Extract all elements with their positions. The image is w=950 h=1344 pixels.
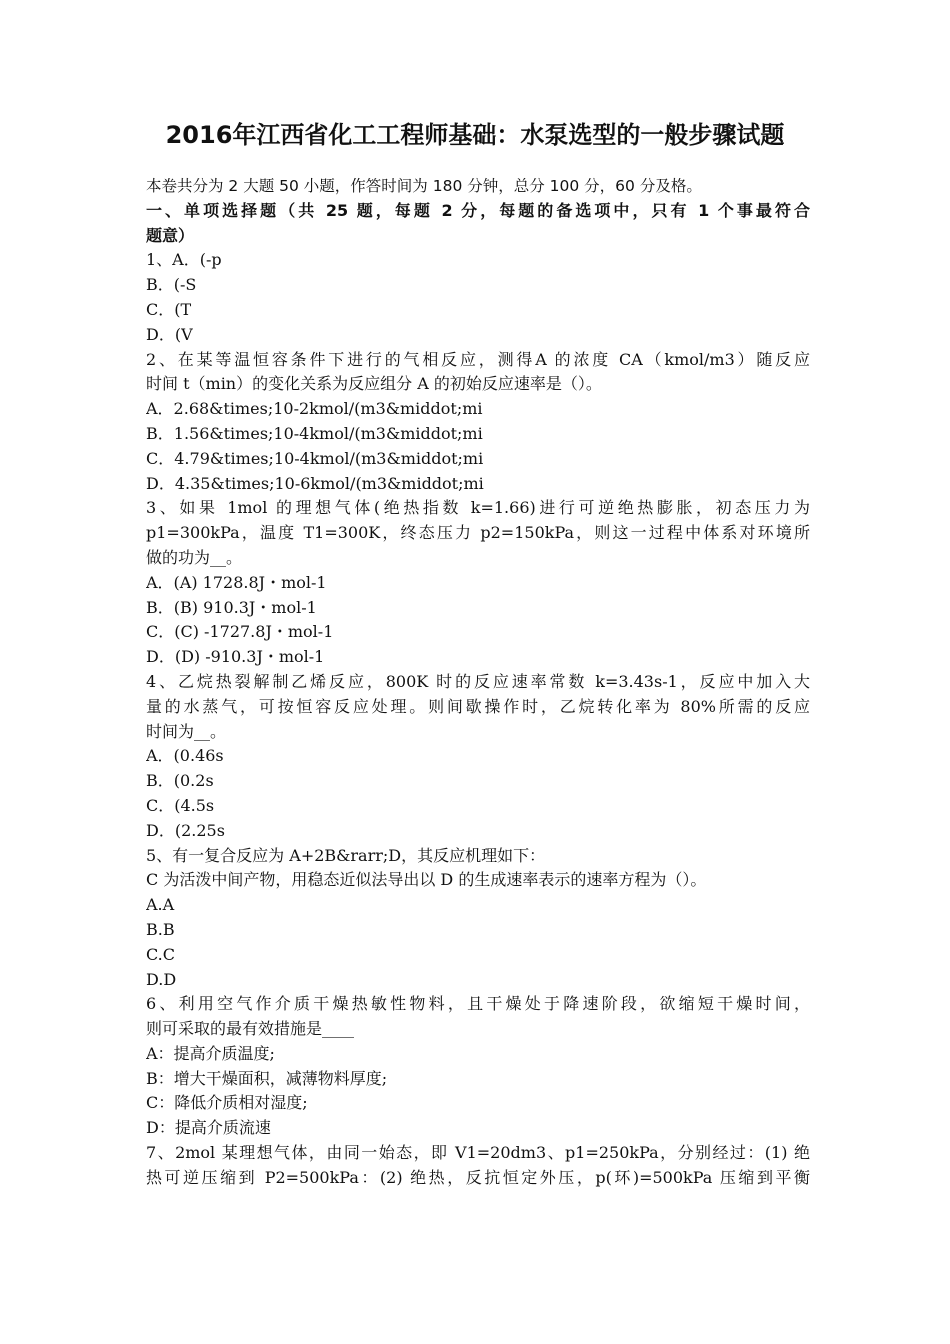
- question-2: [146, 348, 810, 497]
- option-b: B．1.56&times;10-4kmol/(m3&middot;mi: [146, 423, 483, 443]
- option-d: D．(D) -910.3J・mol-1: [146, 647, 325, 667]
- question-1: [146, 248, 810, 347]
- option-b: B：增大干燥面积，减薄物料厚度;: [146, 1068, 388, 1088]
- option-b: B．(0.2s: [146, 771, 214, 791]
- option-d: D：提高介质流速: [146, 1118, 271, 1138]
- option-b: B.B: [146, 919, 175, 939]
- question-stem-cont: 量的水蒸气，可按恒容反应处理。则间歇操作时，乙烷转化率为 80%所需的反应: [146, 696, 810, 716]
- option-a: A．(A) 1728.8J・mol-1: [146, 572, 327, 592]
- question-stem: 1、A．(-p: [146, 250, 222, 270]
- option-d: D.D: [146, 969, 177, 989]
- question-7: [146, 1141, 810, 1191]
- option-d: D．(2.25s: [146, 820, 225, 840]
- question-stem-cont: 热可逆压缩到 P2=500kPa：(2) 绝热，反抗恒定外压，p(环)=500kPa 压缩到平衡: [146, 1167, 810, 1187]
- question-stem: 3、如果 1mol 的理想气体(绝热指数 k=1.66)进行可逆绝热膨胀，初态压力为: [146, 498, 810, 518]
- section-heading: 一、单项选择题（共 25 题，每题 2 分，每题的备选项中，只有 1 个事最符合: [146, 200, 810, 220]
- question-stem: 4、乙烷热裂解制乙烯反应，800K 时的反应速率常数 k=3.43s-1，反应中加入大: [146, 671, 810, 691]
- question-3: [146, 496, 810, 670]
- question-4: [146, 670, 810, 844]
- question-5: [146, 844, 810, 993]
- question-stem: 6、利用空气作介质干燥热敏性物料，且干燥处于降速阶段，欲缩短干燥时间，: [146, 994, 810, 1014]
- option-c: C．(4.5s: [146, 795, 215, 815]
- option-a: A．2.68&times;10-2kmol/(m3&middot;mi: [146, 399, 483, 419]
- document-title: 2016年江西省化工工程师基础：水泵选型的一般步骤试题: [165, 121, 785, 149]
- option-c: C．4.79&times;10-4kmol/(m3&middot;mi: [146, 448, 484, 468]
- option-a: A：提高介质温度;: [146, 1043, 275, 1063]
- question-6: [146, 992, 810, 1141]
- question-stem: 2、在某等温恒容条件下进行的气相反应，测得A 的浓度 CA（kmol/m3）随反应: [146, 349, 810, 369]
- option-c: C：降低介质相对湿度;: [146, 1093, 308, 1113]
- document-body: [146, 174, 810, 1191]
- section-heading-cont: 题意）: [146, 225, 195, 245]
- question-stem: 5、有一复合反应为 A+2B&rarr;D，其反应机理如下：: [146, 845, 546, 865]
- question-stem: 7、2mol 某理想气体，由同一始态，即 V1=20dm3、p1=250kPa，分别经过：(1) 绝: [146, 1143, 810, 1163]
- option-c: C．(C) -1727.8J・mol-1: [146, 622, 334, 642]
- option-b: B．(-S: [146, 275, 197, 295]
- option-b: B．(B) 910.3J・mol-1: [146, 597, 317, 617]
- option-c: C．(T: [146, 299, 192, 319]
- option-a: A．(0.46s: [146, 746, 224, 766]
- question-stem-cont: C 为活泼中间产物，用稳态近似法导出以 D 的生成速率表示的速率方程为（）。: [146, 870, 707, 890]
- question-stem-cont: p1=300kPa，温度 T1=300K，终态压力 p2=150kPa，则这一过程中体系对环境所: [146, 523, 810, 543]
- option-d: D．(V: [146, 324, 193, 344]
- exam-intro: 本卷共分为 2 大题 50 小题，作答时间为 180 分钟，总分 100 分，60 分及格。: [146, 177, 702, 195]
- question-stem-cont: 时间为__。: [146, 721, 227, 741]
- question-stem-cont: 则可采取的最有效措施是____: [146, 1019, 355, 1039]
- option-c: C.C: [146, 944, 175, 964]
- option-d: D．4.35&times;10-6kmol/(m3&middot;mi: [146, 473, 484, 493]
- option-a: A.A: [146, 895, 175, 915]
- question-stem-cont: 时间 t（min）的变化关系为反应组分 A 的初始反应速率是（）。: [146, 374, 602, 394]
- question-stem-cont: 做的功为__。: [146, 547, 243, 567]
